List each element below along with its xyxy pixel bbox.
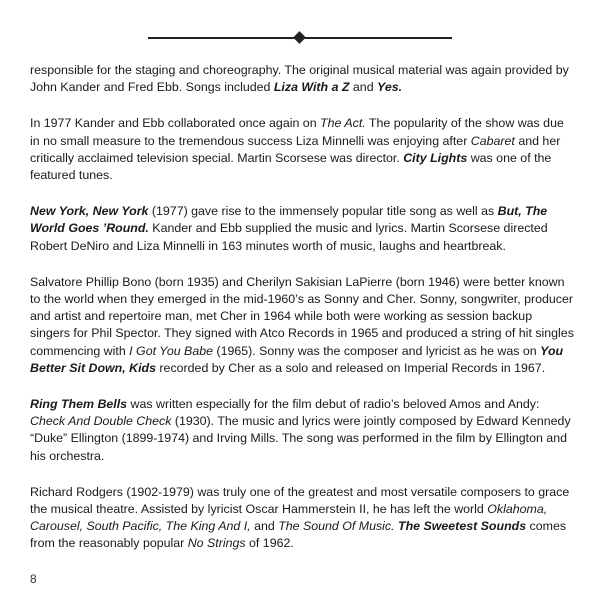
song-title: New York, New York — [30, 204, 149, 219]
text-run: Richard Rodgers (1902-1979) was truly one of the greatest and most versatile composers to grace the musical theatre. Assisted by lyricist Oscar Hammerstein II, he has left the world — [30, 484, 570, 517]
paragraph-5 — [30, 396, 575, 465]
paragraph-1 — [30, 62, 575, 96]
work-title: Oklahoma, Carousel, South Pacific, The King And I, — [30, 502, 548, 534]
body-text — [30, 62, 575, 572]
text-run: The popularity of the show was due in no small measure to the tremendous success Liza Minnelli was enjoying after — [30, 116, 564, 148]
paragraph-6 — [30, 484, 575, 553]
text-run: and her critically acclaimed television special. Martin Scorsese was director. — [30, 133, 561, 165]
text-run: (1965). Sonny was the composer and lyricist as he was on — [213, 343, 541, 358]
work-title: I Got You Babe — [129, 343, 213, 358]
text-run: Kander and Ebb supplied the music and lyrics. Martin Scorsese directed Robert DeNiro and Liza Minnelli in 163 minutes worth of music, laughs and heartbreak. — [30, 221, 548, 253]
song-title: You Better Sit Down, Kids — [30, 343, 564, 375]
text-run: Salvatore Phillip Bono (born 1935) and Cherilyn Sakisian LaPierre (born 1946) were better known to the world when they emerged in the mid-1960’s as Sonny and Cher. Sonny, songwriter, producer and artist and repertoire man, met Cher in 1964 while both were working as session backup singers for Phil Spector. They signed with Atco Records in 1965 and produced a string of hit singles commencing with — [30, 274, 574, 358]
page-number: 8 — [30, 572, 37, 586]
song-title: City Lights — [403, 150, 468, 165]
work-title: No Strings — [187, 536, 246, 551]
paragraph-2 — [30, 115, 575, 184]
header-ornament — [148, 30, 452, 46]
text-run: (1977) gave rise to the immensely popular title song as well as — [148, 204, 498, 219]
text-run: was one of the featured tunes. — [30, 150, 552, 183]
text-run: responsible for the staging and choreography. The original musical material was again provided by John Kander and Fred Ebb. Songs included — [30, 63, 569, 95]
text-run: (1930). The music and lyrics were jointly composed by Edward Kennedy “Duke” Ellington (1899-1974) and Irving Mills. The song was performed in the film by Ellington and his orchestra. — [30, 414, 571, 463]
text-run: and — [349, 80, 378, 95]
song-title: Yes. — [377, 80, 403, 95]
work-title: Check And Double Check — [30, 414, 172, 429]
text-run: comes from the reasonably popular — [30, 519, 567, 551]
work-title: The Act. — [320, 116, 366, 131]
song-title: But, The World Goes ’Round. — [30, 204, 548, 236]
song-title: Liza With a Z — [273, 80, 350, 95]
song-title: Ring Them Bells — [30, 397, 128, 412]
paragraph-3 — [30, 203, 575, 255]
text-run: recorded by Cher as a solo and released on Imperial Records in 1967. — [155, 360, 546, 375]
text-run: was written especially for the film debut of radio’s beloved Amos and Andy: — [127, 397, 540, 412]
work-title: The Sound Of Music. — [278, 519, 395, 534]
song-title: The Sweetest Sounds — [398, 519, 527, 534]
text-run: and — [250, 519, 279, 534]
text-run: In 1977 Kander and Ebb collaborated once again on — [30, 116, 321, 131]
paragraph-4 — [30, 274, 575, 377]
work-title: Cabaret — [470, 133, 515, 148]
text-run: of 1962. — [245, 536, 294, 551]
diamond-icon — [293, 31, 306, 44]
